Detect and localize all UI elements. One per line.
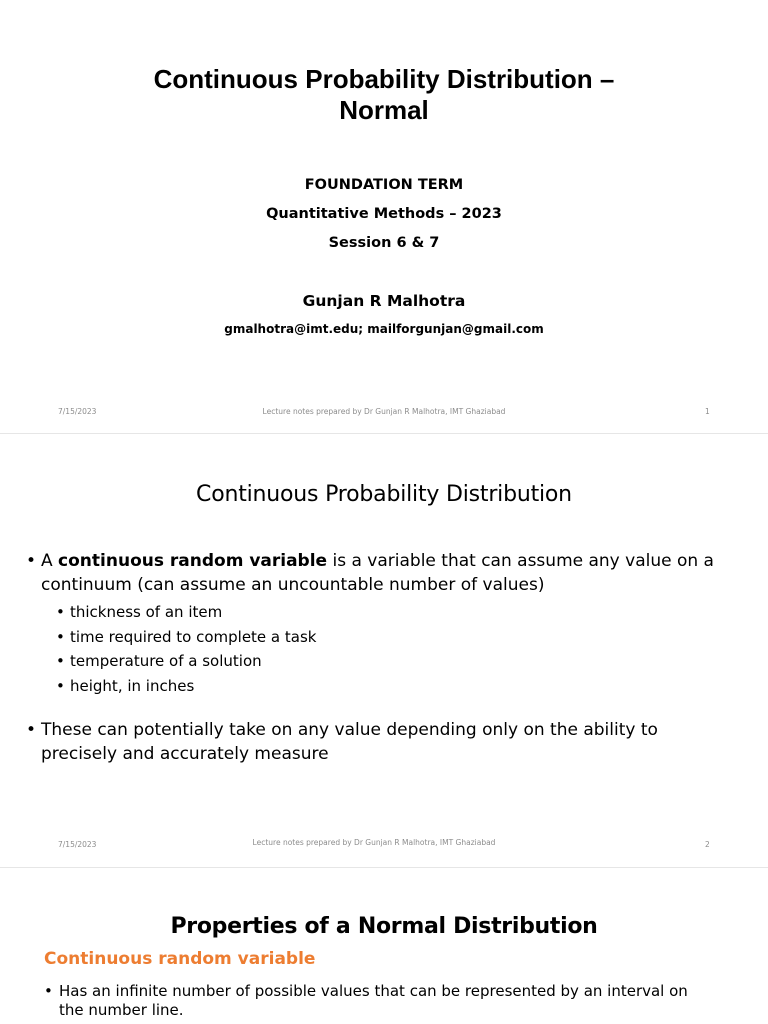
bold-term: continuous random variable (58, 551, 328, 571)
footer-page-number: 1 (705, 407, 710, 416)
sub-bullet-item: • temperature of a solution (56, 652, 262, 670)
title-line-1: Continuous Probability Distribution – (153, 64, 615, 94)
author-name: Gunjan R Malhotra (302, 292, 466, 310)
bullet-icon: • (56, 628, 65, 646)
author-emails: gmalhotra@imt.edu; mailforgunjan@gmail.com (224, 322, 544, 336)
footer-date: 7/15/2023 (58, 407, 97, 416)
footer-credit: Lecture notes prepared by Dr Gunjan R Malhotra, IMT Ghaziabad (252, 838, 496, 847)
slide-3-title: Properties of a Normal Distribution (170, 914, 598, 939)
bullet-icon: • (26, 720, 37, 740)
slide-1-title (40, 64, 728, 126)
bullet-icon: • (26, 551, 37, 571)
bullet-infinite-values: • Has an infinite number of possible values that can be represented by an interval on the number line. (44, 982, 688, 1019)
footer-credit: Lecture notes prepared by Dr Gunjan R Malhotra, IMT Ghaziabad (262, 407, 506, 416)
sub-bullet-item: • time required to complete a task (56, 628, 317, 646)
slide-2 (0, 434, 768, 866)
bullet-icon: • (44, 982, 53, 1000)
title-line-2: Normal (339, 95, 429, 125)
footer-page-number: 2 (705, 840, 710, 849)
slide-2-title: Continuous Probability Distribution (196, 482, 572, 507)
bullet-continuous-random-variable: • A continuous random variable is a variable that can assume any value on a continuum (can assume an uncountable number of values) (26, 551, 714, 595)
slide-3 (0, 868, 768, 1024)
section-heading: Continuous random variable (44, 949, 316, 969)
slide-1 (0, 0, 768, 432)
sub-bullet-item: • thickness of an item (56, 603, 223, 621)
sub-bullet-item: • height, in inches (56, 677, 195, 695)
session-label: Session 6 & 7 (328, 235, 440, 251)
footer-date: 7/15/2023 (58, 840, 97, 849)
bullet-measurement: • These can potentially take on any value depending only on the ability to precisely and accurately measure (26, 720, 658, 764)
bullet-icon: • (56, 677, 65, 695)
bullet-icon: • (56, 603, 65, 621)
course-label: Quantitative Methods – 2023 (266, 206, 502, 222)
term-label: FOUNDATION TERM (304, 177, 464, 193)
bullet-icon: • (56, 652, 65, 670)
